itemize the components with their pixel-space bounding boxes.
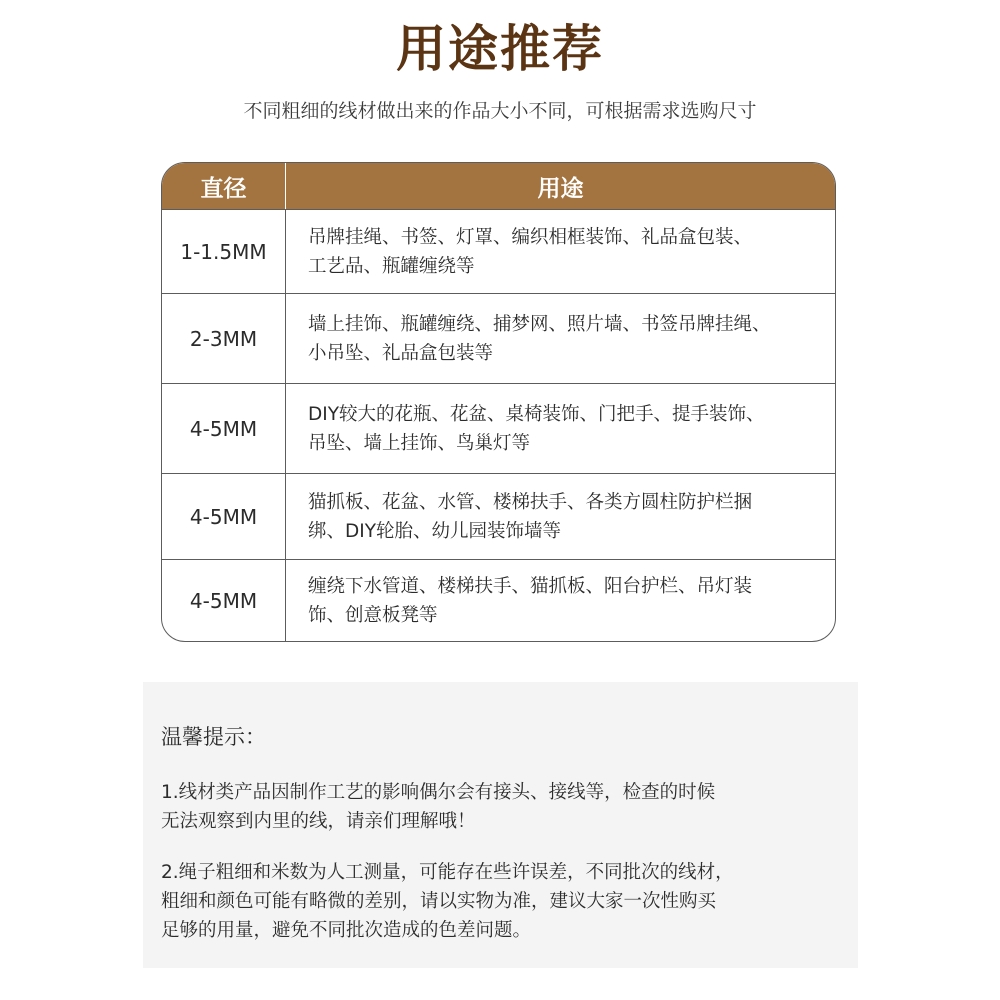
diameter-cell: 4-5MM (162, 560, 286, 641)
diameter-cell: 1-1.5MM (162, 210, 286, 293)
table-row (162, 209, 835, 293)
notice-item (161, 858, 840, 945)
usage-line: 绑、DIY轮胎、幼儿园装饰墙等 (308, 520, 562, 542)
table-row (162, 293, 835, 383)
usage-table (161, 162, 836, 642)
usage-cell (286, 384, 835, 473)
notice-line: 粗细和颜色可能有略微的差别，请以实物为准，建议大家一次性购买 (161, 891, 717, 912)
notice-line: 1.线材类产品因制作工艺的影响偶尔会有接头、接线等，检查的时候 (161, 782, 716, 803)
usage-cell (286, 560, 835, 641)
usage-cell (286, 210, 835, 293)
page-subtitle: 不同粗细的线材做出来的作品大小不同，可根据需求选购尺寸 (243, 100, 757, 122)
usage-line: 缠绕下水管道、楼梯扶手、猫抓板、阳台护栏、吊灯装 (308, 575, 753, 597)
usage-line: 墙上挂饰、瓶罐缠绕、捕梦网、照片墙、书签吊牌挂绳、 (308, 313, 771, 335)
header-usage: 用途 (537, 175, 584, 202)
notice-line: 足够的用量，避免不同批次造成的色差问题。 (161, 920, 532, 941)
usage-line: 猫抓板、花盆、水管、楼梯扶手、各类方圆柱防护栏捆 (308, 491, 753, 513)
notice-item (161, 778, 840, 836)
table-header (162, 163, 835, 209)
notice-box (143, 682, 858, 968)
usage-cell (286, 294, 835, 383)
usage-line: 饰、创意板凳等 (308, 604, 438, 626)
diameter-cell: 4-5MM (162, 474, 286, 559)
table-row (162, 473, 835, 559)
usage-line: 吊坠、墙上挂饰、鸟巢灯等 (308, 432, 531, 454)
usage-line: 工艺品、瓶罐缠绕等 (308, 255, 475, 277)
notice-line: 2.绳子粗细和米数为人工测量，可能存在些许误差，不同批次的线材， (161, 862, 734, 883)
diameter-cell: 2-3MM (162, 294, 286, 383)
usage-line: 小吊坠、礼品盒包装等 (308, 342, 494, 364)
table-row (162, 383, 835, 473)
table-row (162, 559, 835, 641)
notice-title: 温馨提示： (161, 725, 266, 749)
diameter-cell: 4-5MM (162, 384, 286, 473)
page-title: 用途推荐 (396, 20, 604, 78)
usage-line: DIY较大的花瓶、花盆、桌椅装饰、门把手、提手装饰、 (308, 403, 765, 425)
usage-line: 吊牌挂绳、书签、灯罩、编织相框装饰、礼品盒包装、 (308, 226, 753, 248)
notice-line: 无法观察到内里的线，请亲们理解哦！ (161, 811, 476, 832)
usage-cell (286, 474, 835, 559)
header-diameter: 直径 (162, 163, 286, 209)
